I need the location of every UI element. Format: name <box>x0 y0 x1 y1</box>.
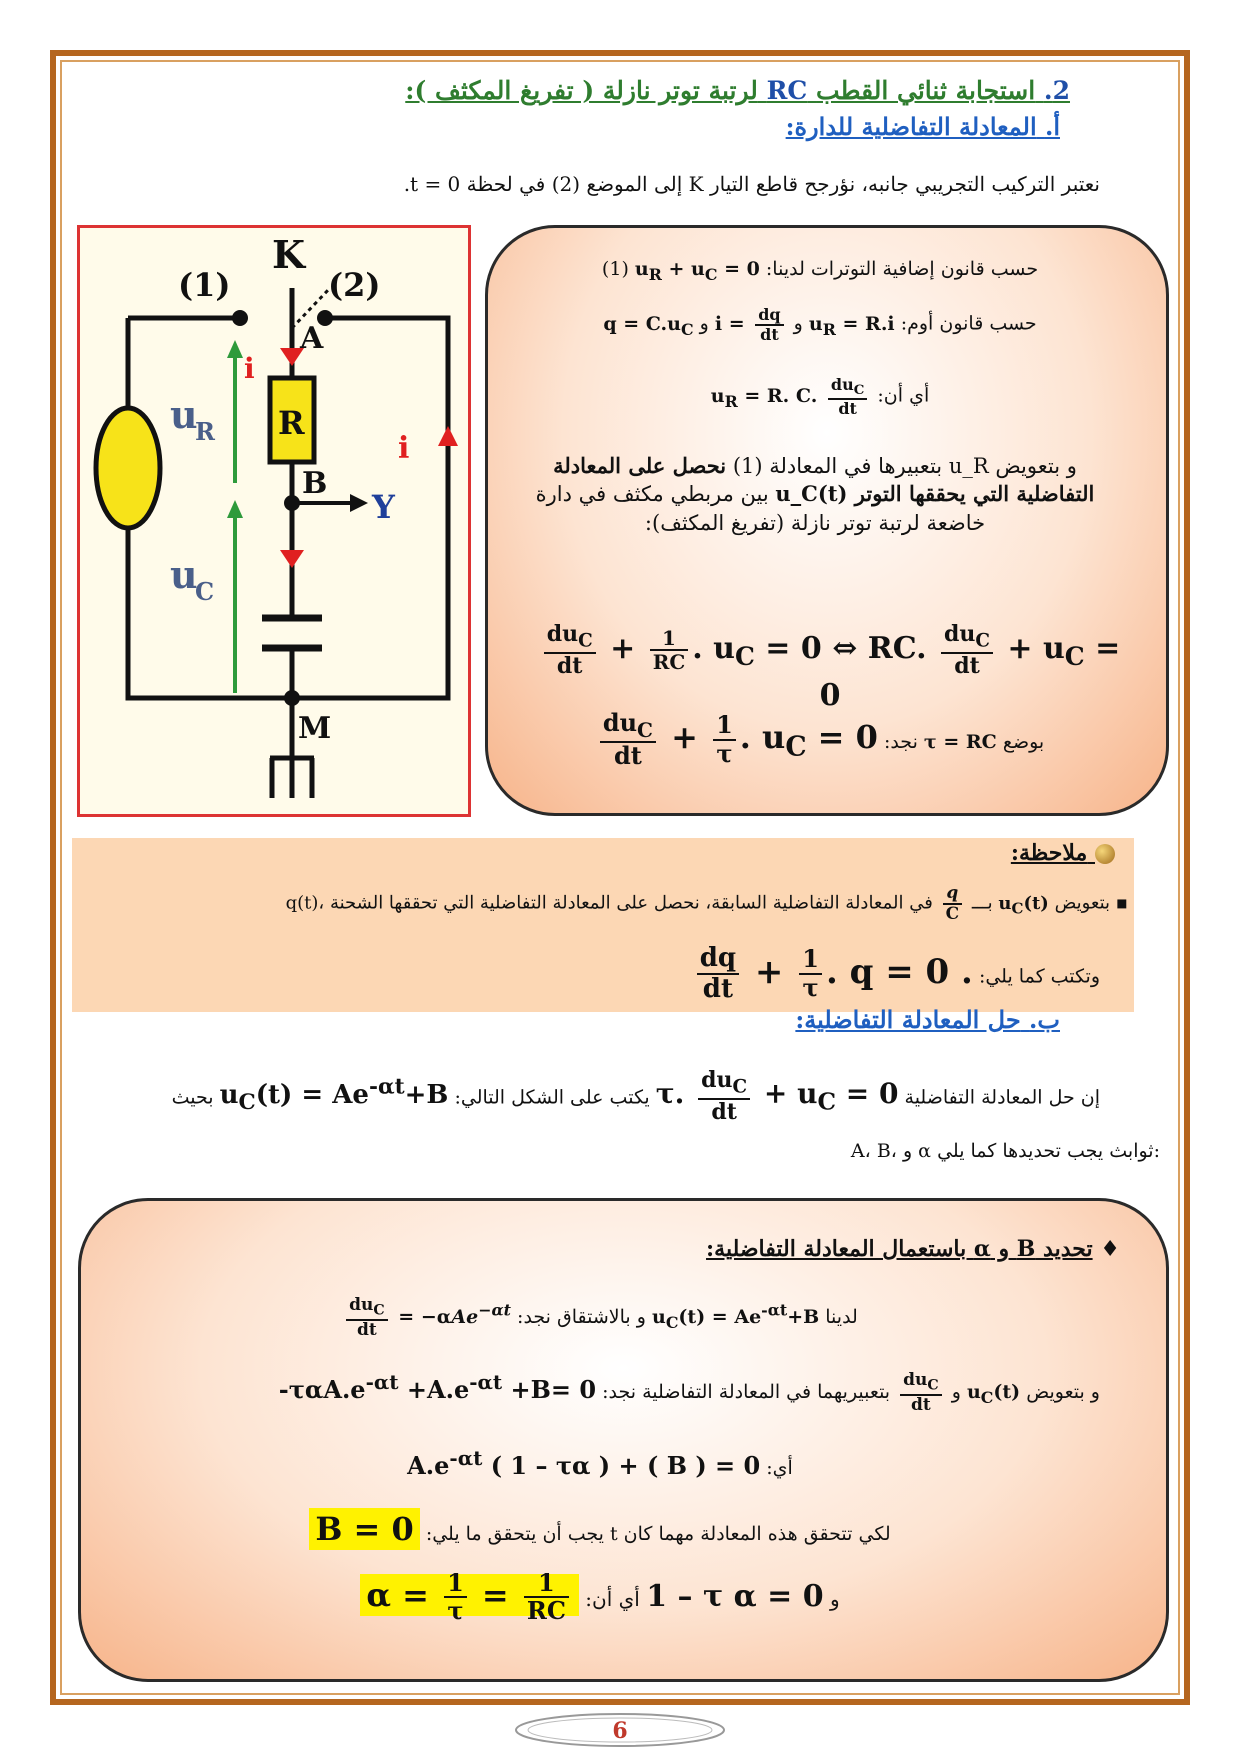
box2-line2: و بتعويض $u_C(t)$ و $\frac{du_C}{dt}$ بتعبيريهما في المعادلة التفاضلية نجد: $-\tau\alpha A.e^{-\alpha t} +A.e^{-\alpha t} +B= 0$ <box>278 1370 1100 1416</box>
intro-text: نعتبر التركيب التجريبي جانبه، نؤرجح قاطع التيار K إلى الموضع (2) في لحظة t = 0. <box>403 172 1100 196</box>
circuit-diagram <box>77 225 471 817</box>
box1-line1: حسب قانون إضافية التوترات لدينا: $u_R + u_C = 0$ (1) <box>601 258 1039 284</box>
node-m <box>284 690 300 706</box>
solution-line1: إن حل المعادلة التفاضلية τ. $\frac{du_C}{dt}$ + $u_C = 0$ يكتب على الشكل التالي: $u_C(t) = Ae^{-\alpha t}+B$ بحيث <box>171 1067 1100 1125</box>
subsection-a-title: أ. المعادلة التفاضلية للدارة: <box>785 112 1060 141</box>
box1-paragraph: و بتعويض u_R بتعبيرها في المعادلة (1) نحصل على المعادلة التفاضلية التي يحققها التوتر u_C(t) بين مربطي مكثف في دارة خاضعة لرتبة توتر نازلة (تفريغ المكثف): <box>535 453 1095 535</box>
label-uc: u <box>170 552 198 597</box>
wire-right <box>292 318 448 698</box>
circuit-svg <box>80 228 468 814</box>
label-i: i <box>244 352 255 385</box>
box2-line5: و 1 – τ α = 0 أي أن: α = $\frac{1}{\tau}$ = $\frac{1}{RC}$ <box>100 1570 1100 1625</box>
label-m: M <box>298 711 332 746</box>
box2-line4: لكي تتحقق هذه المعادلة مهما كان t يجب أن يتحقق ما يلي: B = 0 <box>100 1510 1100 1548</box>
box1-line3: أي أن: $u_R = R$. C. $\frac{du_C}{dt}$ <box>710 375 930 418</box>
box2-line3: أي: $A.e^{-\alpha t}$ ( 1 – τα ) + ( B ) = 0 <box>407 1446 793 1480</box>
section-title: 2. استجابة ثنائي القطب RC لرتبة توتر نازلة ( تفريغ المكثف ): <box>405 76 1070 105</box>
box1-line2: حسب قانون أوم: $u_R = R.i$ و i = $\frac{dq}{dt}$ و $q = C.u_C$ <box>603 305 1037 344</box>
contact-1 <box>232 310 248 326</box>
current-arrow-mid <box>280 550 304 568</box>
note-title: ملاحظة: <box>1011 840 1115 866</box>
square-bullet-icon: ▪ <box>1115 892 1128 914</box>
ground-symbol <box>272 758 312 798</box>
label-k: K <box>272 232 306 277</box>
note-line2: وتكتب كما يلي: $\frac{dq}{dt}$ + $\frac{1}{\tau}$ . q = 0 . <box>400 944 1100 1003</box>
label-a: A <box>300 321 324 356</box>
uc-arrow <box>227 500 243 518</box>
box2-line1: لدينا $u_C(t) = Ae^{-\alpha t}+B$ و بالاشتقاق نجد: $\frac{du_C}{dt}$ = −αAe$^{-\alpha t}$ <box>100 1296 1100 1340</box>
label-pos1: (1) <box>178 266 231 304</box>
label-ur-sub: R <box>195 417 215 446</box>
box2-title: ♦ تحديد B و α باستعمال المعادلة التفاضلية: <box>706 1236 1120 1262</box>
solution-line2: A، B، و α ثوابث يجب تحديدها كما يلي: <box>850 1140 1160 1162</box>
ur-arrow <box>227 340 243 358</box>
label-r: R <box>278 404 305 442</box>
note-line1: ▪ بتعويض $u_C(t)$ بـــ $\frac{q}{C}$ في المعادلة التفاضلية السابقة، نحصل على المعادلة التفاضلية التي تحققها الشحنة q(t)، <box>285 883 1128 924</box>
wire-left-lower <box>128 528 292 698</box>
label-uc-sub: C <box>195 577 215 606</box>
label-y: Y <box>372 488 395 526</box>
box1-equation-main: $\frac{du_C}{dt}$ + $\frac{1}{RC}$ . $u_C = 0$ ⇔ RC. $\frac{du_C}{dt}$ + $u_C = 0$ <box>530 622 1130 713</box>
generator-symbol <box>96 408 160 528</box>
page-number-badge <box>512 1712 728 1748</box>
subsection-b-title: ب. حل المعادلة التفاضلية: <box>795 1005 1060 1034</box>
page-number: 6 <box>612 1718 628 1744</box>
label-i-right: i <box>398 431 410 466</box>
label-b: B <box>302 466 328 501</box>
box1-tau-line: بوضع τ = RC نجد: $\frac{du_C}{dt}$ + $\frac{1}{\tau}$ . $u_C = 0$ <box>510 710 1130 769</box>
label-ur: u <box>170 392 198 437</box>
diamond-bullet-icon: ♦ <box>1100 1236 1120 1262</box>
label-pos2: (2) <box>328 266 381 304</box>
note-bullet-icon <box>1095 844 1115 864</box>
current-arrow-right <box>438 426 458 446</box>
